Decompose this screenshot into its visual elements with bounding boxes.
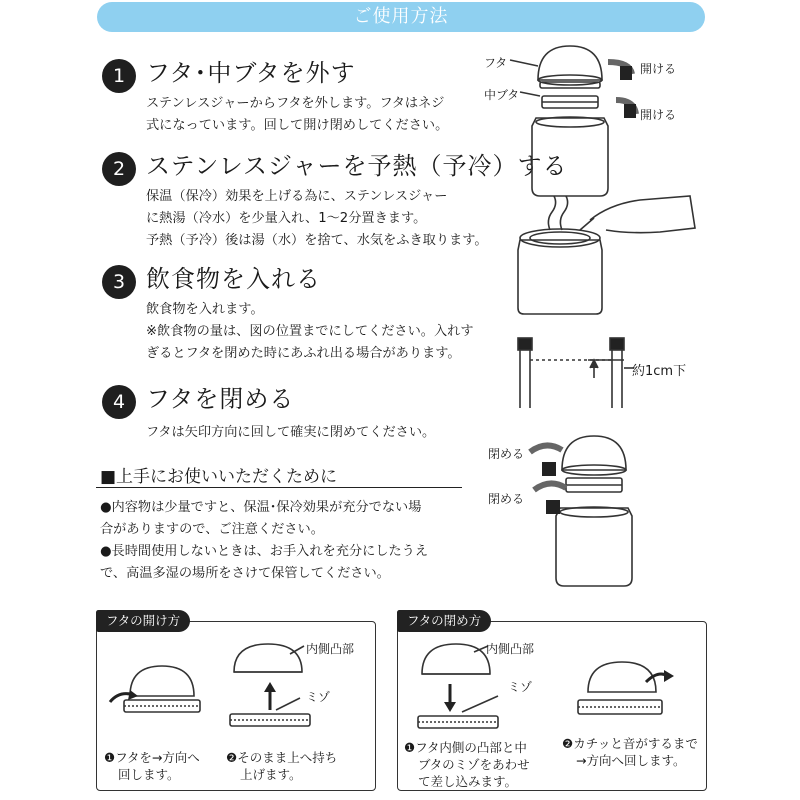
label-fill-level: 約1cm下 (632, 364, 687, 379)
step-3-line: ※飲食物の量は、図の位置までにしてください。入れす (146, 324, 474, 339)
step-number-2: 2 (102, 152, 136, 186)
open-caption-1-line: 回します。 (118, 767, 180, 782)
step-body-3 (146, 299, 474, 365)
open-caption-2-line: ❷そのまま上へ持ち (226, 750, 338, 765)
label-futa: フタ (484, 56, 508, 70)
close-caption-1-line: ブタのミゾをあわせ (418, 757, 530, 772)
step-1-line: 式になっています。回して開け閉めしてください。 (146, 118, 449, 133)
panel-open-title: フタの開け方 (96, 610, 190, 632)
close-label-inner: 内側凸部 (486, 642, 535, 656)
close-label-groove: ミゾ (508, 680, 533, 694)
step-1-line: ステンレスジャーからフタを外します。フタはネジ (146, 96, 445, 111)
tips-line: ●内容物は少量ですと、保温･保冷効果が充分でない場 (100, 500, 422, 515)
step-number-4: 4 (102, 385, 136, 419)
label-close-2: 閉める (488, 492, 525, 506)
panel-close-title: フタの閉め方 (397, 610, 491, 632)
step-title-2: ステンレスジャーを予熱（予冷）する (146, 152, 568, 180)
open-caption-1 (104, 749, 200, 783)
close-caption-1 (404, 739, 530, 790)
step-number-3: 3 (102, 265, 136, 299)
jar-close-illustration (520, 428, 710, 593)
open-caption-2-line: 上げます。 (240, 767, 302, 782)
tips-heading: ■上手にお使いいただくために (100, 467, 338, 487)
open-caption-1-line: ❶フタを→方向へ (104, 750, 200, 765)
step-2-line: 保温（保冷）効果を上げる為に、ステンレスジャー (146, 189, 448, 204)
step-2-line: に熱湯（冷水）を少量入れ、1～2分置きます。 (146, 211, 427, 226)
tips-body (100, 497, 428, 585)
tips-line: ●長時間使用しないときは、お手入れを充分にしたうえ (100, 544, 429, 559)
close-caption-2-line: →方向へ回します。 (576, 753, 686, 768)
step-2-line: 予熱（予冷）後は湯（水）を捨て、水気をふき取ります。 (146, 233, 488, 248)
step-title-4: フタを閉める (146, 385, 295, 413)
label-open-1: 開ける (640, 62, 677, 76)
label-open-2: 開ける (640, 108, 677, 122)
close-caption-1-line: て差し込みます。 (418, 774, 518, 789)
close-caption-1-line: ❶フタ内側の凸部と中 (404, 740, 527, 755)
step-body-2 (146, 186, 488, 252)
step-3-line: ぎるとフタを閉めた時にあふれ出る場合があります。 (146, 346, 461, 361)
label-close-1: 閉める (488, 447, 525, 461)
step-title-1: フタ･中ブタを外す (146, 59, 356, 87)
open-label-groove: ミゾ (306, 690, 331, 704)
step-number-1: 1 (102, 59, 136, 93)
open-caption-2 (226, 749, 337, 783)
tips-divider (96, 487, 462, 488)
step-title-3: 飲食物を入れる (146, 265, 321, 293)
close-caption-2-line: ❷カチッと音がするまで (562, 736, 698, 751)
close-lid-diagram (402, 630, 702, 740)
open-label-inner: 内側凸部 (306, 642, 355, 656)
jar-pouring-illustration (510, 190, 700, 320)
step-body-4 (146, 422, 435, 444)
step-3-line: 飲食物を入れます。 (146, 302, 264, 317)
step-4-line: フタは矢印方向に回して確実に閉めてください。 (146, 425, 436, 440)
label-naka-buta: 中ブタ (484, 88, 520, 102)
close-caption-2 (562, 735, 698, 769)
step-body-1 (146, 93, 448, 137)
tips-line: で、高温多湿の場所をさけて保管してください。 (100, 566, 390, 581)
tips-line: 合がありますので、ご注意ください。 (100, 522, 324, 537)
section-banner: ご使用方法 (97, 2, 705, 32)
